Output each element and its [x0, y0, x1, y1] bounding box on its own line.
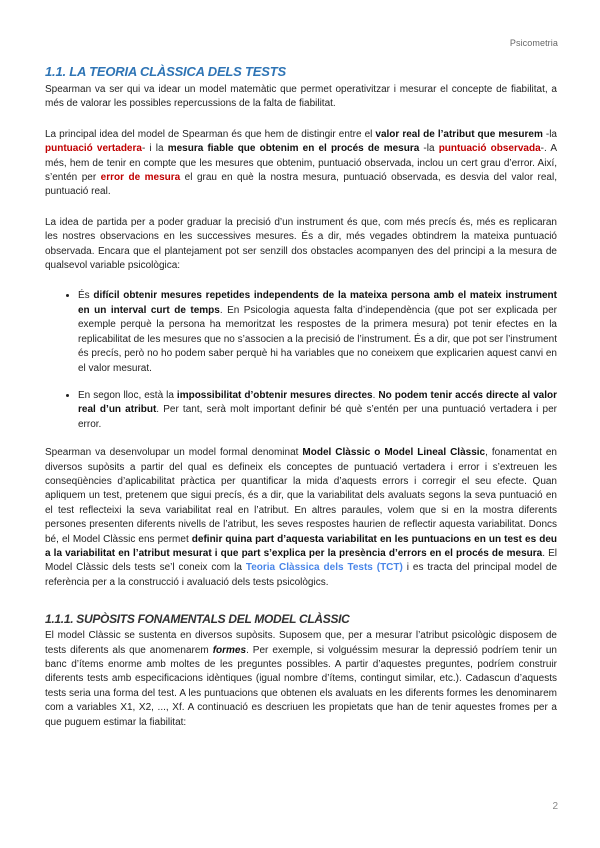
paragraph-model: Spearman va desenvolupar un model formal denominat Model Clàssic o Model Lineal Clàssic, fonamentat en diversos supòsits a partir del qual es defineix els conceptes de puntuació vertadera i error i s’extreuen les conseqüències d’aplicabilitat pràctica per quantificar la mida d’aquests errors i corregir el seu efecte. Quan apliquem un test, pretenem que sigui precís, és a dir, que la variabilitat dels avaluats segons la seva puntuació en el test reflecteixi la seva variabilitat real en l’atribut. En altres paraules, volem que si en la mostra diferents persones presenten diferents nivells de l’atribut, les seves respostes haurien de reflectir aquesta variabilitat. Doncs bé, el Model Clàssic ens permet definir quina part d’aquesta variabilitat en les puntuacions en un test es deu a la variabilitat en l’atribut mesurat i que part s’explica per la presència d’errors en el procés de mesura. El Model Clàssic dels tests se’l coneix com la Teoria Clàssica dels Tests (TCT) i es tracta del principal model de referència per a la construcció i avaluació dels tests psicològics. [45, 447, 558, 588]
running-header: Psicometria [509, 38, 558, 48]
paragraph-assumptions: El model Clàssic se sustenta en diversos supòsits. Suposem que, per a mesurar l’atribut psicològic disposem de tests diferents als que anomenarem formes. Per exemple, si volguéssim mesurar la depressió podríem tenir un banc d’ítems enorme amb moltes de les preguntes possibles. A partir d’aquestes preguntes, podríem construir diferents tests amb especificacions idèntiques (igual nombre d’ítems, contingut similar, etc.). Cadascun d’aquests tests seria una forma del test. A les puntuacions que obtenen els avaluats en les diferents formes les denominarem com a variables X1, X2, ..., Xf. A continuació es descriuen les propietats que han de tenir aquestes fromes per a que puguem estimar la fiabilitat: [45, 630, 557, 728]
list-item: • És difícil obtenir mesures repetides independents de la mateixa persona amb el mateix instrument en un interval curt de temps. En Psicologia aquesta falta d’independència (que pot ser explicada per exemple perquè la persona ha memoritzat les respostes de la primera mesura) pot tenir efectes en la replicabilitat de les mesures que no s’associen a la precisió de l’instrument. És a dir, que pot ser l’instrument és precís, però no ho podem saber perquè hi ha variables que no coneixem que explicarien aquest canvi en el valor mesurat. [78, 289, 557, 375]
obstacles-list [45, 289, 557, 432]
page-number: 2 [552, 801, 558, 812]
list-item: • En segon lloc, està la impossibilitat d’obtenir mesures directes. No podem tenir accés directe al valor real d’un atribut. Per tant, serà molt important definir bé què s’entén per una puntuació vertadera i per error. [78, 389, 557, 432]
tct-link: Teoria Clàssica dels Tests (TCT) [245, 562, 403, 574]
section-title: 1.1. LA TEORIA CLÀSSICA DELS TESTS [45, 64, 286, 79]
paragraph-spearman-idea: La principal idea del model de Spearman és que hem de distingir entre el valor real de l’atribut que mesurem -la puntuació vertadera- i la mesura fiable que obtenim en el procés de mesura -la puntuació observada-. A més, hem de tenir en compte que les mesures que obtenim, puntuació observada, inclou un cert grau d’error. Així, s’entén per error de mesura el grau en què la nostra mesura, puntuació observada, es desvia del valor real, puntuació real. [45, 128, 558, 198]
paragraph-precision: La idea de partida per a poder graduar la precisió d’un instrument és que, com més precís és, més es replicaran les nostres observacions en les successives mesures. És a dir, més vegades obtindrem la mateixa puntuació observada. Encara que el plantejament pot ser senzill dos obstacles acompanyen des del principi a la mesura de qualsevol variable psicològica: [45, 216, 557, 272]
subsection-title: 1.1.1. SUPÒSITS FONAMENTALS DEL MODEL CLÀSSIC [45, 612, 350, 627]
page-content [45, 64, 557, 738]
paragraph-intro: Spearman va ser qui va idear un model matemàtic que permet operativitzar i mesurar el concepte de fiabilitat, a més de valorar les possibles repercussions de la falta de fiabilitat. [45, 84, 557, 110]
